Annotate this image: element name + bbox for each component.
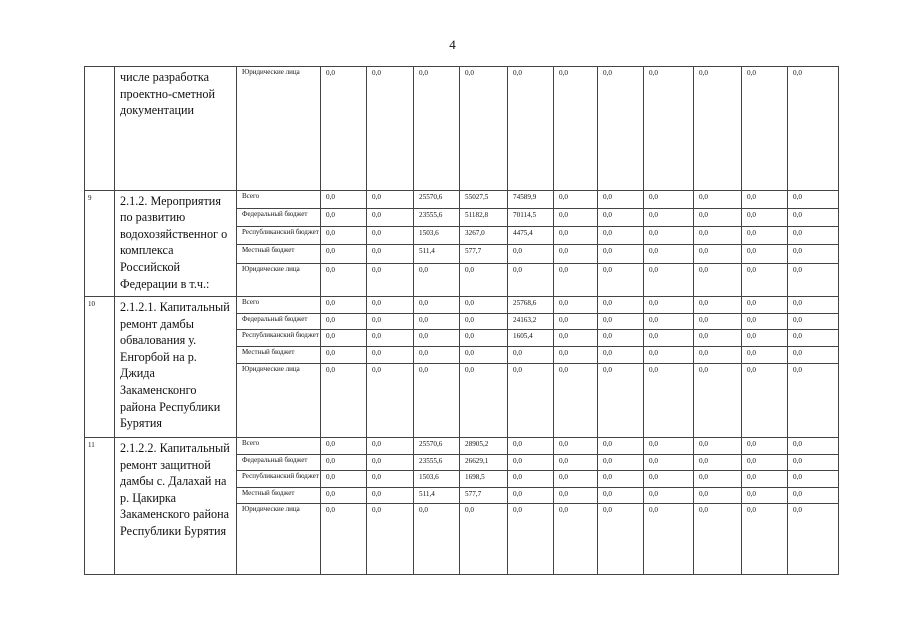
value-cell: 0,0 — [367, 347, 414, 364]
value-cell: 0,0 — [598, 347, 644, 364]
value-cell: 0,0 — [367, 487, 414, 504]
budget-table — [84, 66, 839, 575]
value-cell: 0,0 — [788, 347, 839, 364]
value-cell: 0,0 — [788, 437, 839, 454]
value-cell: 0,0 — [321, 190, 367, 208]
value-cell: 0,0 — [644, 363, 694, 437]
measure-title: числе разработка проектно-сметной документации — [115, 67, 237, 191]
value-cell: 0,0 — [598, 471, 644, 488]
value-cell: 577,7 — [460, 245, 508, 263]
value-cell: 0,0 — [414, 313, 460, 330]
value-cell: 0,0 — [694, 363, 742, 437]
value-cell: 0,0 — [742, 504, 788, 575]
funding-source: Юридические лица — [237, 363, 321, 437]
value-cell: 0,0 — [694, 330, 742, 347]
value-cell: 0,0 — [554, 454, 598, 471]
value-cell: 0,0 — [321, 297, 367, 314]
value-cell: 0,0 — [694, 504, 742, 575]
table-row — [85, 67, 839, 191]
value-cell: 0,0 — [694, 190, 742, 208]
value-cell: 0,0 — [460, 263, 508, 296]
funding-source: Республиканский бюджет — [237, 471, 321, 488]
value-cell: 0,0 — [414, 67, 460, 191]
value-cell: 0,0 — [644, 263, 694, 296]
value-cell: 0,0 — [508, 504, 554, 575]
value-cell: 0,0 — [644, 487, 694, 504]
row-number: 10 — [85, 297, 115, 438]
value-cell: 0,0 — [742, 190, 788, 208]
value-cell: 0,0 — [554, 313, 598, 330]
value-cell: 0,0 — [788, 504, 839, 575]
value-cell: 0,0 — [508, 363, 554, 437]
row-number: 11 — [85, 437, 115, 574]
value-cell: 0,0 — [694, 437, 742, 454]
value-cell: 0,0 — [554, 263, 598, 296]
funding-source: Республиканский бюджет — [237, 330, 321, 347]
row-number — [85, 67, 115, 191]
table-row — [85, 297, 839, 314]
funding-source: Федеральный бюджет — [237, 454, 321, 471]
value-cell: 0,0 — [321, 313, 367, 330]
value-cell: 0,0 — [554, 330, 598, 347]
funding-source: Юридические лица — [237, 504, 321, 575]
value-cell: 0,0 — [367, 437, 414, 454]
value-cell: 0,0 — [598, 208, 644, 226]
value-cell: 0,0 — [788, 263, 839, 296]
value-cell: 0,0 — [321, 347, 367, 364]
value-cell: 26629,1 — [460, 454, 508, 471]
value-cell: 0,0 — [321, 227, 367, 245]
value-cell: 0,0 — [788, 313, 839, 330]
value-cell: 0,0 — [742, 227, 788, 245]
value-cell: 0,0 — [694, 487, 742, 504]
row-number: 9 — [85, 190, 115, 296]
value-cell: 511,4 — [414, 245, 460, 263]
value-cell: 0,0 — [554, 227, 598, 245]
value-cell: 1605,4 — [508, 330, 554, 347]
value-cell: 0,0 — [460, 67, 508, 191]
value-cell: 23555,6 — [414, 208, 460, 226]
value-cell: 0,0 — [414, 263, 460, 296]
value-cell: 0,0 — [414, 297, 460, 314]
value-cell: 0,0 — [694, 297, 742, 314]
value-cell: 0,0 — [508, 487, 554, 504]
value-cell: 0,0 — [460, 330, 508, 347]
value-cell: 0,0 — [694, 245, 742, 263]
value-cell: 51182,8 — [460, 208, 508, 226]
measure-title: 2.1.2.2. Капитальный ремонт защитной дамбы с. Далахай на р. Цакирка Закаменского района Республики Бурятия — [115, 437, 237, 574]
value-cell: 0,0 — [742, 208, 788, 226]
value-cell: 0,0 — [321, 208, 367, 226]
value-cell: 0,0 — [321, 487, 367, 504]
value-cell: 0,0 — [694, 67, 742, 191]
value-cell: 0,0 — [367, 297, 414, 314]
value-cell: 0,0 — [321, 454, 367, 471]
value-cell: 0,0 — [367, 313, 414, 330]
value-cell: 0,0 — [367, 504, 414, 575]
funding-source: Юридические лица — [237, 263, 321, 296]
value-cell: 1503,6 — [414, 471, 460, 488]
value-cell: 24163,2 — [508, 313, 554, 330]
value-cell: 0,0 — [742, 347, 788, 364]
funding-source: Местный бюджет — [237, 347, 321, 364]
value-cell: 0,0 — [460, 504, 508, 575]
funding-source: Всего — [237, 190, 321, 208]
value-cell: 0,0 — [694, 227, 742, 245]
value-cell: 0,0 — [598, 454, 644, 471]
value-cell: 25570,6 — [414, 437, 460, 454]
value-cell: 0,0 — [644, 67, 694, 191]
value-cell: 74589,9 — [508, 190, 554, 208]
value-cell: 0,0 — [598, 263, 644, 296]
value-cell: 511,4 — [414, 487, 460, 504]
value-cell: 0,0 — [554, 245, 598, 263]
value-cell: 0,0 — [321, 330, 367, 347]
value-cell: 0,0 — [508, 471, 554, 488]
value-cell: 0,0 — [414, 504, 460, 575]
value-cell: 0,0 — [598, 437, 644, 454]
value-cell: 0,0 — [598, 190, 644, 208]
value-cell: 0,0 — [321, 263, 367, 296]
value-cell: 0,0 — [321, 504, 367, 575]
value-cell: 577,7 — [460, 487, 508, 504]
value-cell: 0,0 — [742, 437, 788, 454]
value-cell: 0,0 — [367, 245, 414, 263]
value-cell: 0,0 — [554, 504, 598, 575]
value-cell: 0,0 — [598, 297, 644, 314]
value-cell: 0,0 — [321, 437, 367, 454]
value-cell: 0,0 — [554, 363, 598, 437]
funding-source: Местный бюджет — [237, 245, 321, 263]
value-cell: 0,0 — [367, 263, 414, 296]
value-cell: 0,0 — [742, 330, 788, 347]
value-cell: 0,0 — [554, 190, 598, 208]
value-cell: 3267,0 — [460, 227, 508, 245]
value-cell: 0,0 — [788, 67, 839, 191]
value-cell: 1503,6 — [414, 227, 460, 245]
value-cell: 0,0 — [644, 190, 694, 208]
funding-source: Юридические лица — [237, 67, 321, 191]
value-cell: 0,0 — [367, 363, 414, 437]
funding-source: Местный бюджет — [237, 487, 321, 504]
value-cell: 0,0 — [644, 454, 694, 471]
value-cell: 1698,5 — [460, 471, 508, 488]
value-cell: 0,0 — [644, 347, 694, 364]
value-cell: 0,0 — [414, 347, 460, 364]
value-cell: 0,0 — [554, 347, 598, 364]
funding-source: Всего — [237, 297, 321, 314]
funding-source: Федеральный бюджет — [237, 313, 321, 330]
value-cell: 0,0 — [644, 297, 694, 314]
value-cell: 0,0 — [788, 454, 839, 471]
measure-title: 2.1.2.1. Капитальный ремонт дамбы обвалования у. Енгорбой на р. Джида Закаменсконго района Республики Бурятия — [115, 297, 237, 438]
value-cell: 0,0 — [644, 437, 694, 454]
value-cell: 0,0 — [367, 208, 414, 226]
value-cell: 0,0 — [742, 454, 788, 471]
value-cell: 0,0 — [460, 363, 508, 437]
value-cell: 0,0 — [742, 297, 788, 314]
value-cell: 0,0 — [508, 454, 554, 471]
value-cell: 28905,2 — [460, 437, 508, 454]
value-cell: 0,0 — [554, 297, 598, 314]
value-cell: 0,0 — [554, 67, 598, 191]
table-row — [85, 437, 839, 454]
value-cell: 25768,6 — [508, 297, 554, 314]
value-cell: 0,0 — [644, 208, 694, 226]
value-cell: 0,0 — [508, 437, 554, 454]
value-cell: 0,0 — [508, 347, 554, 364]
value-cell: 0,0 — [742, 487, 788, 504]
value-cell: 0,0 — [508, 245, 554, 263]
value-cell: 0,0 — [742, 245, 788, 263]
value-cell: 0,0 — [554, 487, 598, 504]
value-cell: 0,0 — [598, 487, 644, 504]
value-cell: 0,0 — [508, 67, 554, 191]
value-cell: 0,0 — [694, 263, 742, 296]
value-cell: 55027,5 — [460, 190, 508, 208]
value-cell: 0,0 — [554, 208, 598, 226]
value-cell: 0,0 — [321, 245, 367, 263]
value-cell: 0,0 — [460, 347, 508, 364]
value-cell: 0,0 — [742, 471, 788, 488]
measure-title: 2.1.2. Мероприятия по развитию водохозяйственног о комплекса Российской Федерации в т.ч.: — [115, 190, 237, 296]
value-cell: 0,0 — [788, 471, 839, 488]
value-cell: 25570,6 — [414, 190, 460, 208]
value-cell: 4475,4 — [508, 227, 554, 245]
value-cell: 0,0 — [788, 208, 839, 226]
value-cell: 0,0 — [321, 471, 367, 488]
value-cell: 0,0 — [367, 67, 414, 191]
value-cell: 0,0 — [644, 471, 694, 488]
value-cell: 70114,5 — [508, 208, 554, 226]
value-cell: 0,0 — [788, 227, 839, 245]
value-cell: 0,0 — [554, 471, 598, 488]
value-cell: 0,0 — [694, 313, 742, 330]
value-cell: 0,0 — [788, 363, 839, 437]
value-cell: 0,0 — [644, 504, 694, 575]
table-row — [85, 190, 839, 208]
funding-source: Республиканский бюджет — [237, 227, 321, 245]
value-cell: 0,0 — [598, 330, 644, 347]
funding-source: Всего — [237, 437, 321, 454]
value-cell: 0,0 — [694, 454, 742, 471]
value-cell: 0,0 — [788, 330, 839, 347]
value-cell: 0,0 — [508, 263, 554, 296]
value-cell: 0,0 — [598, 245, 644, 263]
value-cell: 0,0 — [460, 297, 508, 314]
value-cell: 0,0 — [742, 313, 788, 330]
value-cell: 0,0 — [742, 263, 788, 296]
value-cell: 0,0 — [742, 67, 788, 191]
value-cell: 0,0 — [460, 313, 508, 330]
value-cell: 0,0 — [788, 487, 839, 504]
value-cell: 0,0 — [742, 363, 788, 437]
value-cell: 0,0 — [367, 471, 414, 488]
value-cell: 0,0 — [367, 454, 414, 471]
funding-source: Федеральный бюджет — [237, 208, 321, 226]
value-cell: 23555,6 — [414, 454, 460, 471]
value-cell: 0,0 — [367, 227, 414, 245]
value-cell: 0,0 — [414, 363, 460, 437]
page-number: 4 — [449, 37, 456, 52]
value-cell: 0,0 — [644, 313, 694, 330]
value-cell: 0,0 — [598, 363, 644, 437]
value-cell: 0,0 — [321, 363, 367, 437]
value-cell: 0,0 — [598, 504, 644, 575]
value-cell: 0,0 — [321, 67, 367, 191]
value-cell: 0,0 — [788, 297, 839, 314]
value-cell: 0,0 — [694, 208, 742, 226]
value-cell: 0,0 — [598, 313, 644, 330]
value-cell: 0,0 — [644, 227, 694, 245]
value-cell: 0,0 — [598, 67, 644, 191]
value-cell: 0,0 — [367, 190, 414, 208]
value-cell: 0,0 — [694, 347, 742, 364]
value-cell: 0,0 — [788, 245, 839, 263]
value-cell: 0,0 — [414, 330, 460, 347]
value-cell: 0,0 — [367, 330, 414, 347]
value-cell: 0,0 — [694, 471, 742, 488]
value-cell: 0,0 — [644, 330, 694, 347]
value-cell: 0,0 — [788, 190, 839, 208]
value-cell: 0,0 — [598, 227, 644, 245]
value-cell: 0,0 — [554, 437, 598, 454]
value-cell: 0,0 — [644, 245, 694, 263]
